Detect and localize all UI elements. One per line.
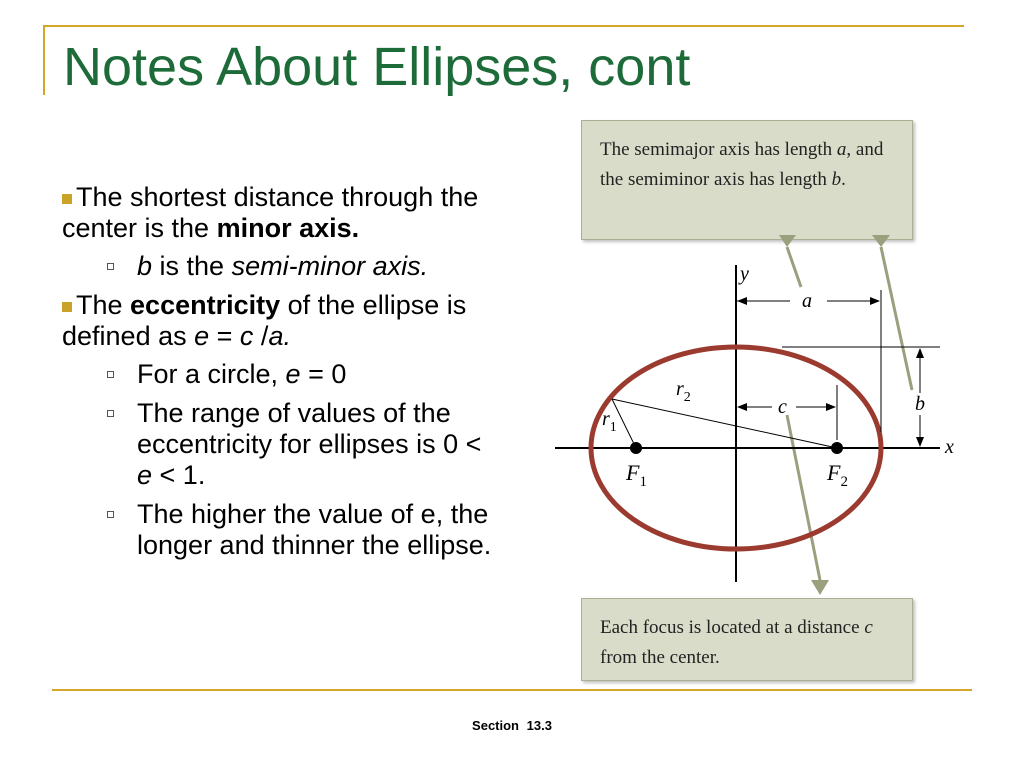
square-bullet-icon [62,194,72,204]
callout-focus-distance: Each focus is located at a distance c from the center. [581,598,913,681]
f2-label: $F_2$ [827,460,848,490]
callout-semi-axes: The semimajor axis has length a, and the semiminor axis has length b. [581,120,913,240]
sub-bullet-circle: For a circle, e = 0 [62,359,502,390]
callout-pointer-a [779,235,796,247]
title-frame-top [43,25,964,27]
footer-section-label: Section [472,718,520,733]
f1-label: $F_1$ [626,460,647,490]
x-axis-label: x [945,436,954,458]
slide-title: Notes About Ellipses, cont [63,37,691,97]
title-frame-left [43,25,45,95]
b-label: b [915,393,925,415]
callout-pointer-c [811,580,829,595]
pointer-line-c [787,415,820,580]
footer [0,718,1024,733]
r2-label: $r_2$ [676,378,691,405]
footer-section-number: 13.3 [526,718,552,733]
square-bullet-icon [62,302,72,312]
y-axis-label: y [740,263,749,285]
pointer-line-a [787,247,801,287]
pointer-line-b [881,247,912,390]
hollow-square-bullet-icon [107,371,114,378]
sub-bullet-thinner: The higher the value of e, the longer and thinner the ellipse. [62,499,502,561]
sub-bullet-range: The range of values of the eccentricity for ellipses is 0 < e < 1. [62,398,502,491]
callout-pointer-b [872,235,890,247]
r1-label: $r_1$ [602,408,617,435]
focus-f1 [630,442,642,454]
hollow-square-bullet-icon [107,410,114,417]
r2-segment [612,399,837,448]
bullet-list [62,182,502,569]
c-label: c [778,396,787,418]
focus-f2 [831,442,843,454]
hollow-square-bullet-icon [107,263,114,270]
footer-rule [52,689,972,691]
bullet-minor-axis: The shortest distance through the center is the minor axis. [62,182,479,243]
sub-bullet-semi-minor: b is the semi-minor axis. [62,251,502,282]
bullet-eccentricity: The eccentricity of the ellipse is defined as e = c /a. [62,290,467,351]
a-label: a [802,290,812,312]
ellipse-diagram [550,235,980,705]
hollow-square-bullet-icon [107,511,114,518]
